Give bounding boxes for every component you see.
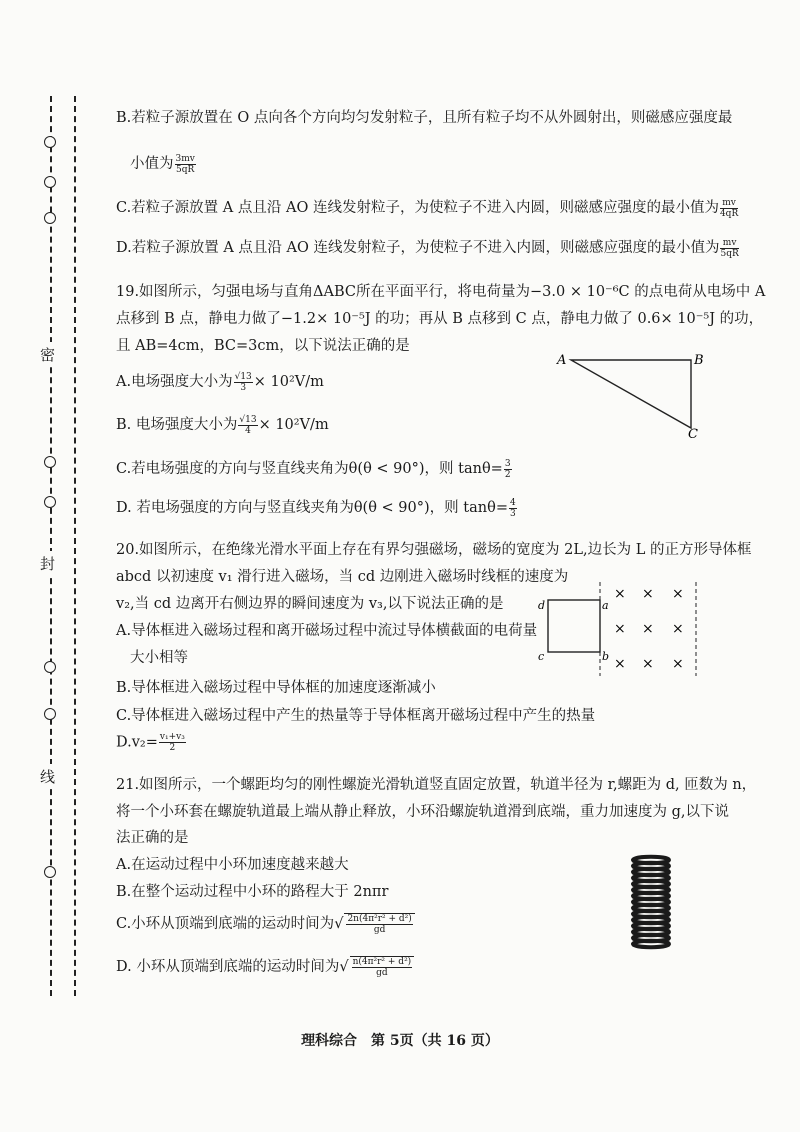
q18-d-fraction: $\frac{mv}{5qR}$ (720, 237, 739, 259)
svg-text:×: × (642, 586, 654, 602)
q21-option-b: B.在整个运动过程中小环的路程大于 2nπr (116, 884, 389, 900)
corner-label-d: d (538, 599, 546, 612)
binding-ring (44, 136, 56, 148)
corner-label-c: c (538, 650, 545, 663)
q19-option-b: B. 电场强度大小为 $\frac{√13}{4}$ × 10²V/m (116, 414, 329, 436)
binding-dash-line (50, 96, 52, 996)
q21-spiral-track-figure (626, 852, 676, 952)
seal-char-xian: 线 (40, 764, 55, 789)
q19-option-d: D. 若电场强度的方向与竖直线夹角为θ(θ < 90°)，则 tanθ= $\frac{4}{3}$ (116, 497, 516, 519)
q20-magnetic-field-figure (530, 578, 710, 678)
spiral-coil-turn (633, 941, 669, 947)
vertex-label-b: B (694, 353, 704, 368)
q19-stem-line3: 且 AB=4cm，BC=3cm，以下说法正确的是 (116, 338, 410, 354)
q21-stem-line1: 21.如图所示，一个螺距均匀的刚性螺旋光滑轨道竖直固定放置，轨道半径为 r,螺距为 d, 匝数为 n， (116, 777, 757, 793)
q18-option-c: C.若粒子源放置 A 点且沿 AO 连线发射粒子，为使粒子不进入内圆，则磁感应强度的最小值为 $\frac{mv}{4qR}$ (116, 197, 739, 219)
q21-option-c: C.小环从顶端到底端的运动时间为√ $\frac{\text{2n(4π²r² + d²)}}{gd}$ (116, 912, 416, 935)
conductor-frame-abcd (548, 600, 600, 652)
binding-ring (44, 661, 56, 673)
q18-option-b-line1: B.若粒子源放置在 O 点向各个方向均匀发射粒子，且所有粒子均不从外圆射出，则磁感应强度最 (116, 110, 733, 126)
q21-option-d: D. 小环从顶端到底端的运动时间为√ $\frac{\text{n(4π²r² + d²)}}{gd}$ (116, 955, 415, 978)
binding-margin (40, 96, 84, 996)
q21-option-a: A.在运动过程中小环加速度越来越大 (116, 857, 349, 873)
triangle-abc (571, 360, 691, 428)
svg-text:×: × (672, 586, 684, 602)
corner-label-b: b (602, 650, 610, 663)
svg-text:×: × (614, 621, 626, 637)
seal-char-mi: 密 (40, 342, 55, 367)
q20-option-d: D.v₂= $\frac{\text{v₁+v₃}}{2}$ (116, 732, 185, 753)
q18-b-fraction: $\frac{3mv}{5qR}$ (175, 153, 195, 175)
svg-text:×: × (614, 656, 626, 672)
corner-label-a: a (602, 599, 609, 612)
q18-option-b-text: 小值为 (130, 156, 174, 172)
q20-stem-line1: 20.如图所示，在绝缘光滑水平面上存在有界匀强磁场，磁场的宽度为 2L,边长为 L 的正方形导体框 (116, 542, 752, 558)
q18-option-d: D.若粒子源放置 A 点且沿 AO 连线发射粒子，为使粒子不进入内圆，则磁感应强度的最小值为 $\frac{mv}{5qR}$ (116, 237, 739, 259)
svg-text:×: × (672, 621, 684, 637)
binding-dash-line (74, 96, 76, 996)
q20-option-a-line2: 大小相等 (130, 650, 188, 666)
q20-option-b: B.导体框进入磁场过程中导体框的加速度逐渐减小 (116, 680, 436, 696)
binding-ring (44, 708, 56, 720)
q21-stem-line2: 将一个小环套在螺旋轨道最上端从静止释放，小环沿螺旋轨道滑到底端，重力加速度为 g,以下说 (116, 804, 729, 820)
seal-char-feng: 封 (40, 551, 55, 576)
binding-ring (44, 496, 56, 508)
binding-ring (44, 866, 56, 878)
spiral-coils (633, 857, 669, 947)
q18-option-b-line2 (130, 152, 197, 175)
vertex-label-c: C (688, 427, 698, 440)
q18-c-fraction: $\frac{mv}{4qR}$ (719, 197, 739, 219)
q20-option-a-line1: A.导体框进入磁场过程和离开磁场过程中流过导体横截面的电荷量 (116, 623, 538, 639)
q20-option-c: C.导体框进入磁场过程中产生的热量等于导体框离开磁场过程中产生的热量 (116, 708, 596, 724)
svg-text:×: × (672, 656, 684, 672)
field-cross-marks (614, 586, 684, 672)
svg-text:×: × (642, 621, 654, 637)
vertex-label-a: A (557, 353, 567, 368)
binding-ring (44, 212, 56, 224)
q19-stem-line2: 点移到 B 点，静电力做了−1.2× 10⁻⁵J 的功；再从 B 点移到 C 点，静电力做了 0.6× 10⁻⁵J 的功， (116, 311, 764, 327)
q19-triangle-figure (555, 350, 715, 440)
page-footer: 理科综合 第 5页（共 16 页） (301, 1033, 499, 1049)
q19-stem-line1: 19.如图所示，匀强电场与直角ΔABC所在平面平行，将电荷量为−3.0 × 10⁻⁶C 的点电荷从电场中 A (116, 284, 766, 300)
svg-text:×: × (642, 656, 654, 672)
svg-text:×: × (614, 586, 626, 602)
binding-ring (44, 176, 56, 188)
q21-stem-line3: 法正确的是 (116, 830, 189, 846)
q19-option-a: A.电场强度大小为 $\frac{√13}{3}$ × 10²V/m (116, 371, 324, 393)
q20-stem-line3: v₂,当 cd 边离开右侧边界的瞬间速度为 v₃,以下说法正确的是 (116, 596, 504, 612)
binding-ring (44, 456, 56, 468)
q20-stem-line2: abcd 以初速度 v₁ 滑行进入磁场，当 cd 边刚进入磁场时线框的速度为 (116, 569, 569, 585)
q19-option-c: C.若电场强度的方向与竖直线夹角为θ(θ < 90°)，则 tanθ= $\frac{3}{2}$ (116, 458, 511, 480)
